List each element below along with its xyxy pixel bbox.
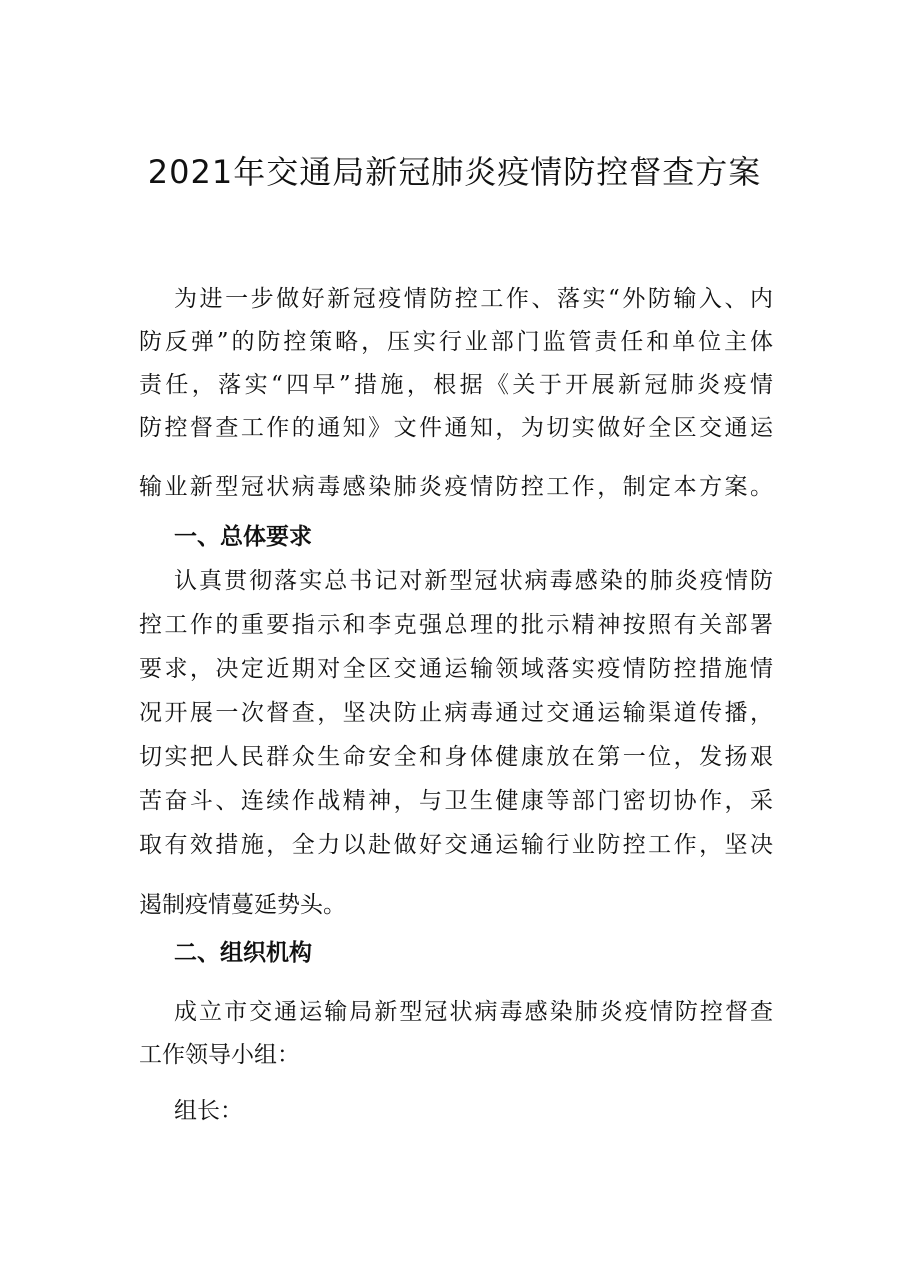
- intro-paragraph-line: 为进一步做好新冠疫情防控工作、落实“外防输入、内: [174, 286, 773, 312]
- section1-paragraph-line: 认真贯彻落实总书记对新型冠状病毒感染的肺炎疫情防: [174, 568, 773, 594]
- section-heading-general-requirements: 一、总体要求: [174, 524, 312, 550]
- intro-paragraph-line: 责任，落实“四早”措施，根据《关于开展新冠肺炎疫情: [139, 372, 773, 398]
- section1-paragraph-line: 切实把人民群众生命安全和身体健康放在第一位，发扬艰: [139, 744, 773, 770]
- document-title: 2021年交通局新冠肺炎疫情防控督查方案: [147, 153, 762, 191]
- section1-paragraph-line: 取有效措施，全力以赴做好交通运输行业防控工作，坚决: [139, 832, 773, 858]
- section2-paragraph-line: 成立市交通运输局新型冠状病毒感染肺炎疫情防控督查: [174, 999, 773, 1025]
- intro-paragraph-line: 防反弹”的防控策略，压实行业部门监管责任和单位主体: [139, 329, 773, 355]
- intro-paragraph-line: 防控督查工作的通知》文件通知，为切实做好全区交通运: [139, 415, 773, 441]
- section1-paragraph-line: 控工作的重要指示和李克强总理的批示精神按照有关部署: [139, 612, 773, 638]
- section1-paragraph-line: 况开展一次督查，坚决防止病毒通过交通运输渠道传播，: [139, 700, 773, 726]
- section2-paragraph-line: 工作领导小组：: [139, 1042, 300, 1068]
- section1-paragraph-line: 要求，决定近期对全区交通运输领域落实疫情防控措施情: [139, 656, 773, 682]
- section1-paragraph-line: 遏制疫情蔓延势头。: [139, 892, 346, 918]
- leader-label: 组长：: [174, 1098, 243, 1124]
- intro-paragraph-line: 输业新型冠状病毒感染肺炎疫情防控工作，制定本方案。: [139, 474, 773, 500]
- section-heading-organization: 二、组织机构: [174, 940, 312, 966]
- section1-paragraph-line: 苦奋斗、连续作战精神，与卫生健康等部门密切协作，采: [139, 788, 773, 814]
